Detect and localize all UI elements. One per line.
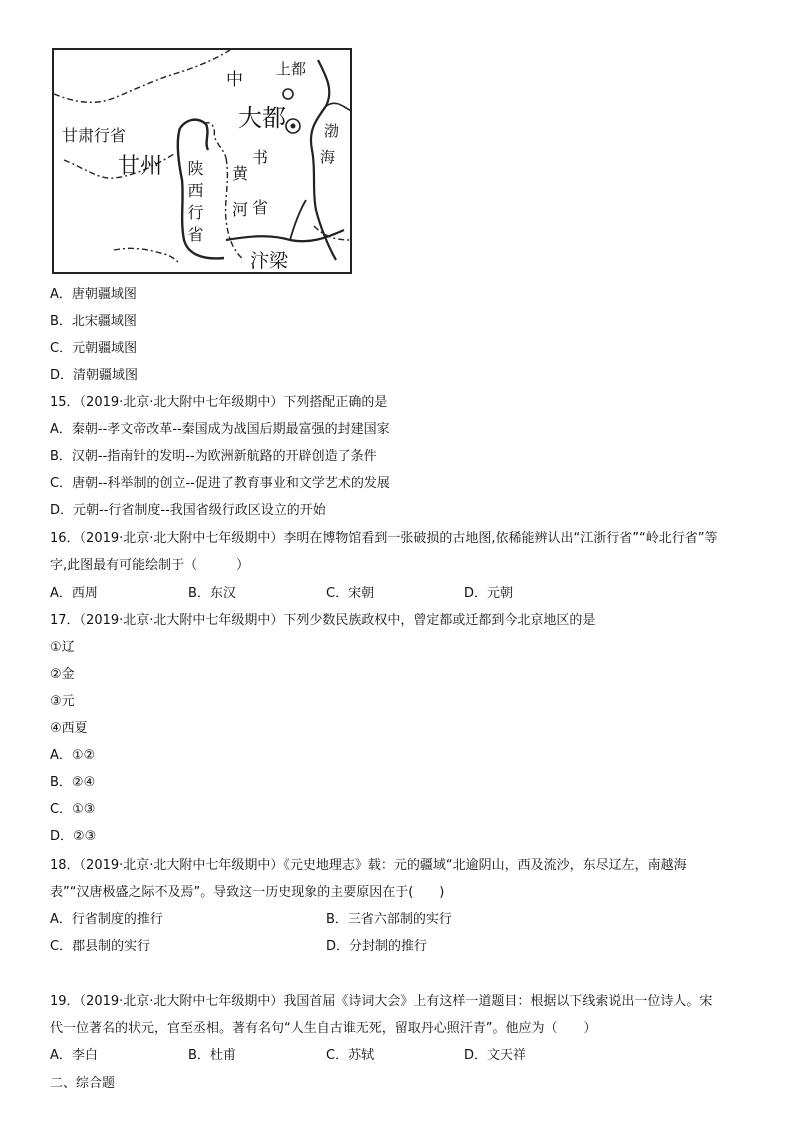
q15-option-a: A．秦朝--孝文帝改革--秦国成为战国后期最富强的封建国家 bbox=[50, 422, 390, 437]
map-label-bo: 渤 bbox=[324, 122, 340, 140]
map-label-dadu: 大都 bbox=[238, 104, 286, 132]
q15-option-c: C．唐朝--科举制的创立--促进了教育事业和文学艺术的发展 bbox=[50, 476, 390, 491]
q16-option-b: B．东汉 bbox=[188, 586, 236, 601]
q19-option-c: C．苏轼 bbox=[326, 1048, 375, 1063]
q16-stem-line2: 字,此图最有可能绘制于（ ） bbox=[50, 558, 250, 573]
q15-stem: 15．（2019·北京·北大附中七年级期中）下列搭配正确的是 bbox=[50, 395, 388, 410]
map-label-shu: 书 bbox=[252, 148, 269, 167]
q16-option-a: A．西周 bbox=[50, 586, 98, 601]
map-label-he: 河 bbox=[232, 200, 249, 219]
q19-option-d: D．文天祥 bbox=[464, 1048, 527, 1063]
q17-item-1: ①辽 bbox=[50, 640, 75, 655]
historical-map bbox=[52, 48, 352, 274]
section-heading-comprehensive: 二、综合题 bbox=[50, 1076, 116, 1091]
q19-option-a: A．李白 bbox=[50, 1048, 98, 1063]
map-label-gansu: 甘肃行省 bbox=[62, 126, 127, 145]
map-label-bianliang: 汴梁 bbox=[250, 250, 289, 272]
map-label-zhong: 中 bbox=[226, 70, 243, 90]
q17-item-4: ④西夏 bbox=[50, 721, 88, 736]
q15-option-b: B．汉朝--指南针的发明--为欧洲新航路的开辟创造了条件 bbox=[50, 449, 377, 464]
map-label-sheng: 省 bbox=[252, 198, 269, 217]
map-label-ganzhou: 甘州 bbox=[118, 154, 163, 179]
q17-option-c: C．①③ bbox=[50, 802, 96, 817]
q14-option-d: D．清朝疆域图 bbox=[50, 368, 139, 383]
q16-stem-line1: 16．（2019·北京·北大附中七年级期中）李明在博物馆看到一张破损的古地图,依稀能辨认出“江浙行省”“岭北行省”等 bbox=[50, 531, 718, 546]
q15-option-d: D．元朝--行省制度--我国省级行政区设立的开始 bbox=[50, 503, 326, 518]
q18-option-b: B．三省六部制的实行 bbox=[326, 912, 452, 927]
q14-option-b: B．北宋疆域图 bbox=[50, 314, 137, 329]
q18-option-a: A．行省制度的推行 bbox=[50, 912, 163, 927]
q18-option-d: D．分封制的推行 bbox=[326, 939, 428, 954]
q17-option-a: A．①② bbox=[50, 748, 96, 763]
q16-option-d: D．元朝 bbox=[464, 586, 514, 601]
map-label-shanxi: 陕西行省 bbox=[185, 160, 204, 248]
map-label-hai: 海 bbox=[320, 148, 336, 166]
q18-stem-line2: 表”“汉唐极盛之际不及焉”。导致这一历史现象的主要原因在于( ) bbox=[50, 885, 445, 900]
q16-option-c: C．宋朝 bbox=[326, 586, 375, 601]
q19-stem-line2: 代一位著名的状元，官至丞相。著有名句“人生自古谁无死，留取丹心照汗青”。他应为（ ） bbox=[50, 1021, 597, 1036]
q19-option-b: B．杜甫 bbox=[188, 1048, 236, 1063]
q17-option-d: D．②③ bbox=[50, 829, 97, 844]
q18-option-c: C．郡县制的实行 bbox=[50, 939, 151, 954]
map-label-shangdu: 上都 bbox=[276, 60, 307, 78]
q18-stem-line1: 18．（2019·北京·北大附中七年级期中）《元史地理志》载：元的疆域“北逾阴山，西及流沙，东尽辽左，南越海 bbox=[50, 858, 687, 873]
map-label-huang: 黄 bbox=[232, 164, 249, 183]
q17-item-2: ②金 bbox=[50, 667, 75, 682]
q17-item-3: ③元 bbox=[50, 694, 75, 709]
q19-stem-line1: 19．（2019·北京·北大附中七年级期中）我国首届《诗词大会》上有这样一道题目：根据以下线索说出一位诗人。宋 bbox=[50, 994, 713, 1009]
q17-option-b: B．②④ bbox=[50, 775, 96, 790]
q14-option-a: A．唐朝疆域图 bbox=[50, 287, 137, 302]
q14-option-c: C．元朝疆域图 bbox=[50, 341, 138, 356]
q17-stem: 17．（2019·北京·北大附中七年级期中）下列少数民族政权中，曾定都或迁都到今北京地区的是 bbox=[50, 613, 596, 628]
